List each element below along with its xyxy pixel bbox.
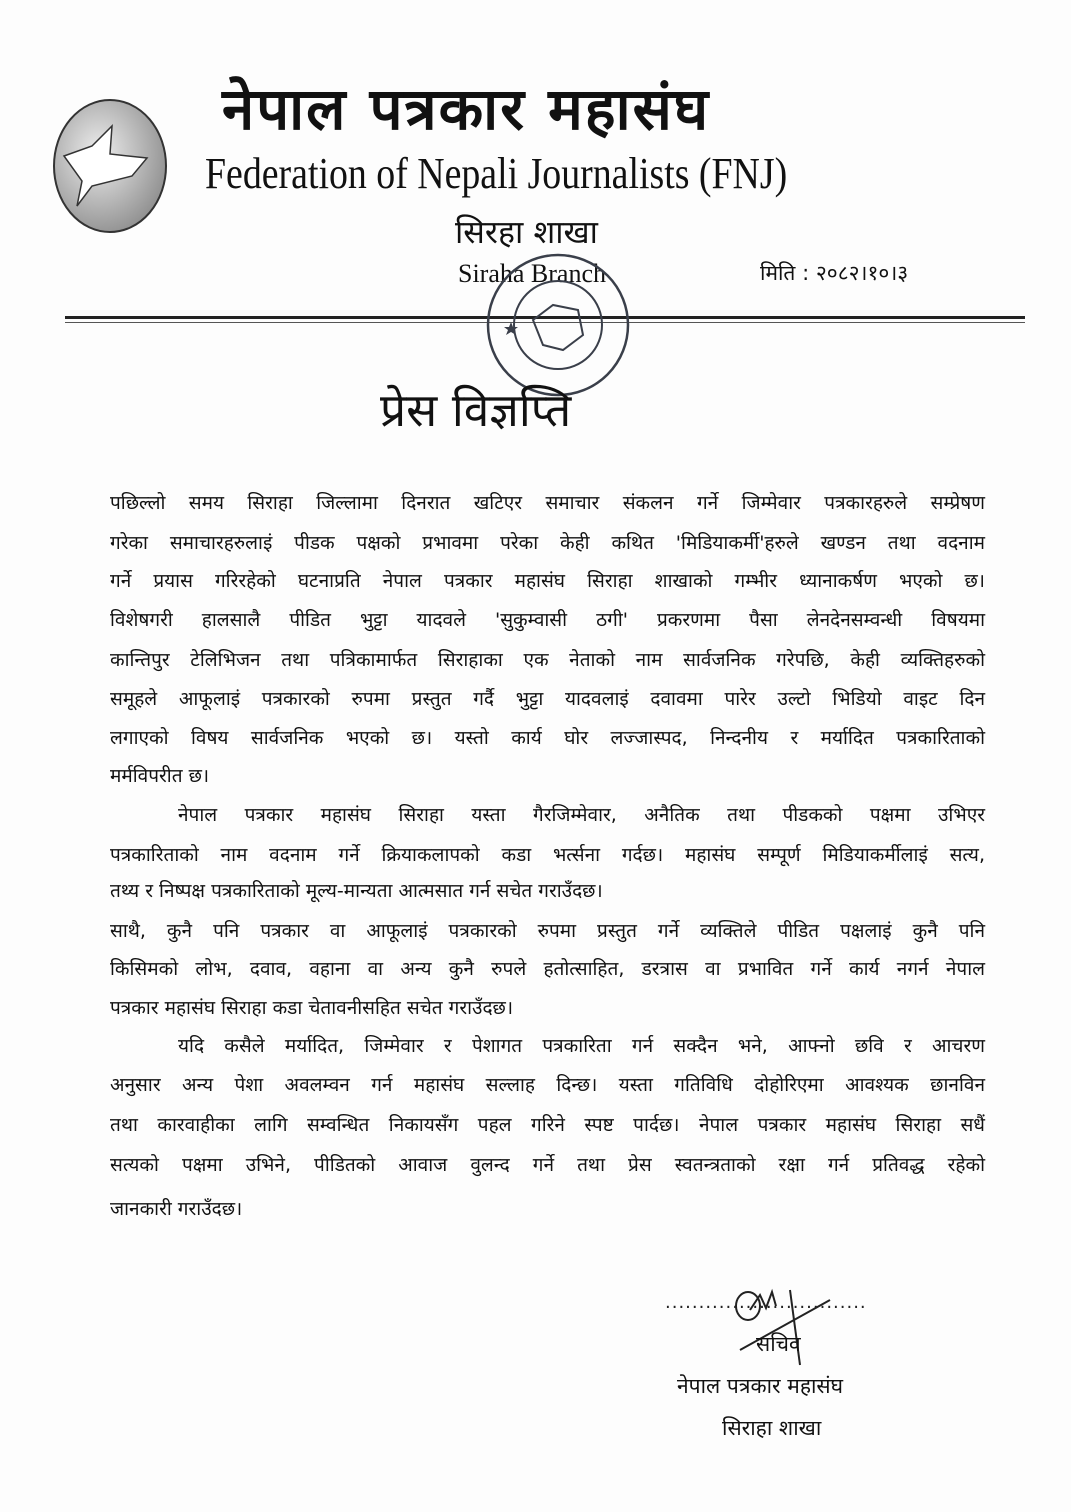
letterhead-title-english: Federation of Nepali Journalists (FNJ) [205, 149, 788, 198]
paragraph1-line: गरेका समाचारहरुलाइं पीडक पक्षको प्रभावमा परेका केही कथित 'मिडियाकर्मी'हरुले खण्डन तथा वदनाम [110, 532, 985, 554]
signature-line: .............................. [665, 1292, 867, 1313]
paragraph4-line: तथा कारवाहीका लागि सम्वन्धित निकायसँग पहल गरिने स्पष्ट पार्दछ। नेपाल पत्रकार महासंघ सिराहा सधैं [110, 1114, 985, 1136]
paragraph1-line: गर्ने प्रयास गरिरहेको घटनाप्रति नेपाल पत्रकार महासंघ सिराहा शाखाको गम्भीर ध्यानाकर्षण भएको छ। [110, 570, 985, 592]
paragraph3-line: साथै, कुनै पनि पत्रकार वा आफूलाइं पत्रकारको रुपमा प्रस्तुत गर्ने व्यक्तिले पीडित पक्षलाइं कुनै पनि [110, 920, 985, 942]
branch-name-nepali: सिरहा शाखा [455, 213, 598, 251]
date [760, 260, 908, 286]
signatory-branch: सिराहा शाखा [722, 1416, 822, 1440]
letterhead-title-nepali: नेपाल पत्रकार महासंघ [222, 75, 711, 143]
signatory-title: सचिव [756, 1332, 801, 1356]
paragraph2-line: नेपाल पत्रकार महासंघ सिराहा यस्ता गैरजिम्मेवार, अनैतिक तथा पीडकको पक्षमा उभिएर [178, 804, 985, 826]
paragraph3-line: किसिमको लोभ, दवाव, वहाना वा अन्य कुनै रुपले हतोत्साहित, डरत्रास वा प्रभावित गर्ने कार्य नगर्न नेपाल [110, 958, 985, 980]
paragraph1-line: समूहले आफूलाइं पत्रकारको रुपमा प्रस्तुत गर्दै भुट्टा यादवलाइं दवावमा पारेर उल्टो भिडियो वाइट दिन [110, 688, 985, 710]
paragraph1-line: पछिल्लो समय सिराहा जिल्लामा दिनरात खटिएर समाचार संकलन गर्ने जिम्मेवार पत्रकारहरुले सम्प्रेषण [110, 492, 985, 514]
document-heading: प्रेस विज्ञप्ति [380, 383, 572, 437]
stamp-star-icon [504, 322, 518, 335]
paragraph4-line: यदि कसैले मर्यादित, जिम्मेवार र पेशागत पत्रकारिता गर्न सक्दैन भने, आफ्नो छवि र आचरण [178, 1035, 985, 1057]
paragraph4-line: सत्यको पक्षमा उभिने, पीडितको आवाज वुलन्द गर्ने तथा प्रेस स्वतन्त्रताको रक्षा गर्न प्रतिवद्ध रहेको [110, 1154, 985, 1176]
official-stamp-seal [483, 250, 633, 400]
paragraph2-line: तथ्य र निष्पक्ष पत्रकारिताको मूल्य-मान्यता आत्मसात गर्न सचेत गराउँदछ। [110, 880, 603, 902]
paragraph2-line: पत्रकारिताको नाम वदनाम गर्ने क्रियाकलापको कडा भर्त्सना गर्दछ। महासंघ सम्पूर्ण मिडियाकर्मीलाइं सत्य, [110, 844, 985, 866]
branch-name-english: Siraha Branch [458, 259, 607, 288]
date-value: २०८२।१०।३ [815, 261, 909, 285]
paragraph1-line: लगाएको विषय सार्वजनिक भएको छ। यस्तो कार्य घोर लज्जास्पद, निन्दनीय र मर्यादित पत्रकारिताको [110, 727, 985, 749]
paragraph1-line: कान्तिपुर टेलिभिजन तथा पत्रिकामार्फत सिराहाका एक नेताको नाम सार्वजनिक गरेपछि, केही व्यक्तिहरुको [110, 649, 985, 671]
paragraph4-line: अनुसार अन्य पेशा अवलम्वन गर्न महासंघ सल्लाह दिन्छ। यस्ता गतिविधि दोहोरिएमा आवश्यक छानविन [110, 1074, 985, 1096]
paragraph1-line: विशेषगरी हालसालै पीडित भुट्टा यादवले 'सुकुम्वासी ठगी' प्रकरणमा पैसा लेनदेनसम्वन्धी विषयमा [110, 609, 985, 631]
date-label: मिति : [760, 261, 810, 285]
paragraph1-line: मर्मविपरीत छ। [110, 765, 210, 787]
signatory-org: नेपाल पत्रकार महासंघ [677, 1374, 844, 1398]
paragraph4-line: जानकारी गराउँदछ। [110, 1198, 243, 1220]
paragraph3-line: पत्रकार महासंघ सिराहा कडा चेतावनीसहित सचेत गराउँदछ। [110, 997, 514, 1019]
fnj-logo-dove-icon [52, 96, 172, 236]
